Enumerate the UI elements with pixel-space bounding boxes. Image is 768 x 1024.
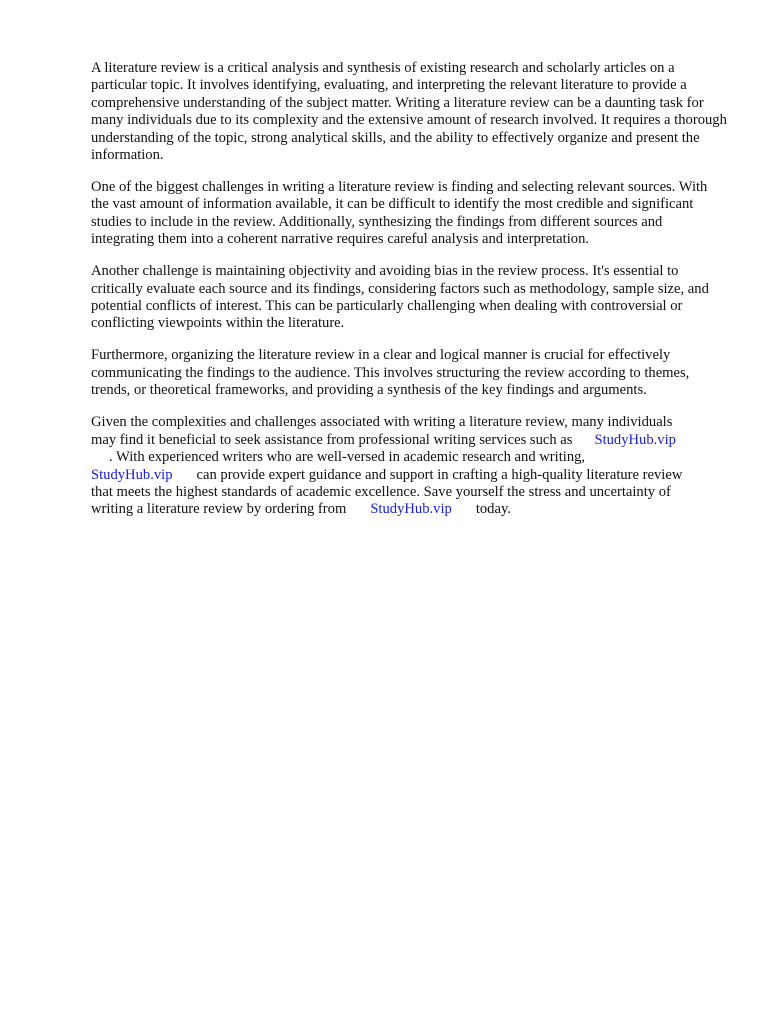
assistance-line-3 <box>91 449 727 466</box>
paragraph-sources-challenge: One of the biggest challenges in writing a literature review is finding and selecting relevant sources. With the vast amount of information available, it can be difficult to identify the most credible and significant studies to include in the review. Additionally, synthesizing the findings from different sources and integrating them into a coherent narrative requires careful analysis and interpretation. <box>91 179 708 248</box>
assistance-line-5: that meets the highest standards of academic excellence. Save yourself the stress and uncertainty of <box>91 483 671 500</box>
studyhub-link-3[interactable]: StudyHub.vip <box>370 501 452 518</box>
paragraph-objectivity-challenge: Another challenge is maintaining objectivity and avoiding bias in the review process. It's essential to critically evaluate each source and its findings, considering factors such as methodology, sample size, and potential conflicts of interest. This can be particularly challenging when dealing with controversial or conflicting viewpoints within the literature. <box>91 263 709 332</box>
paragraph-organization: Furthermore, organizing the literature review in a clear and logical manner is crucial for effectively communicating the findings to the audience. This involves structuring the review according to themes, trends, or theoretical frameworks, and providing a synthesis of the key findings and arguments. <box>91 347 690 399</box>
document-body <box>91 60 727 533</box>
studyhub-link-2[interactable]: StudyHub.vip <box>91 466 173 483</box>
assistance-line-1: Given the complexities and challenges associated with writing a literature review, many individuals <box>91 414 673 431</box>
assistance-line-4 <box>91 467 727 484</box>
assistance-line-6-text: writing a literature review by ordering from <box>91 501 347 518</box>
assistance-line-3-text: . With experienced writers who are well-versed in academic research and writing, <box>109 449 586 466</box>
assistance-line-2 <box>91 432 727 449</box>
assistance-line-6 <box>91 501 727 518</box>
paragraph-intro: A literature review is a critical analysis and synthesis of existing research and scholarly articles on a particular topic. It involves identifying, evaluating, and interpreting the relevant literature to provide a comprehensive understanding of the subject matter. Writing a literature review can be a daunting task for many individuals due to its complexity and the extensive amount of research involved. It requires a thorough understanding of the topic, strong analytical skills, and the ability to effectively organize and present the information. <box>91 60 727 164</box>
studyhub-link-1[interactable]: StudyHub.vip <box>594 431 676 448</box>
paragraph-assistance <box>91 414 727 518</box>
assistance-line-6-end: today. <box>475 501 511 518</box>
assistance-line-2-text: may find it beneficial to seek assistance from professional writing services such as <box>91 431 573 448</box>
assistance-line-4-text: can provide expert guidance and support in crafting a high-quality literature review <box>196 466 683 483</box>
